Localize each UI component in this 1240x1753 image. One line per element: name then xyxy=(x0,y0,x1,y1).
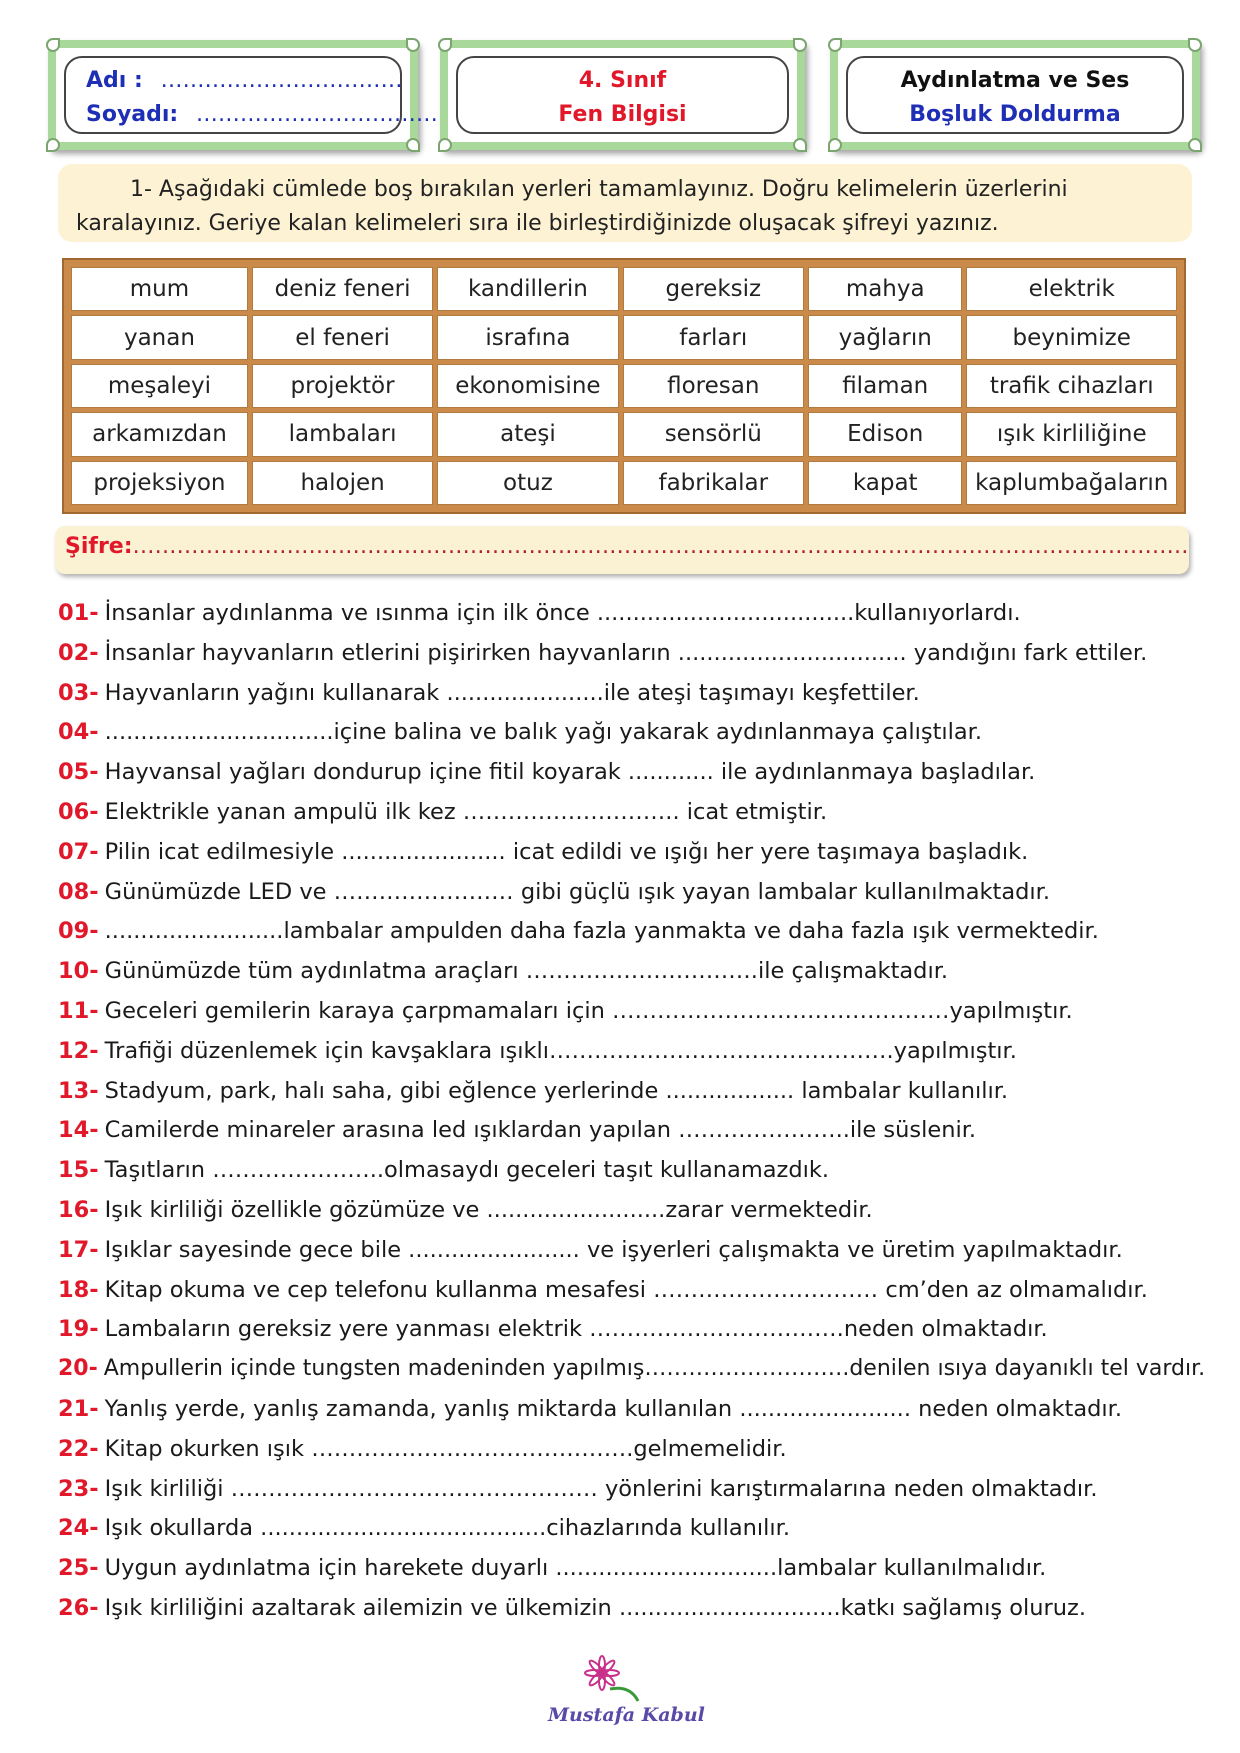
question-item[interactable] xyxy=(58,1277,1148,1303)
word-cell[interactable]: farları xyxy=(623,315,804,359)
word-cell[interactable]: ateşi xyxy=(437,412,618,456)
topic-label: Aydınlatma ve Ses xyxy=(900,68,1130,93)
question-text: Kitap okurken ışık …………………………………….gelmemelidir. xyxy=(104,1435,787,1462)
question-number: 23- xyxy=(58,1475,99,1502)
question-item[interactable] xyxy=(58,759,1035,785)
question-number: 13- xyxy=(58,1077,99,1104)
question-item[interactable] xyxy=(58,640,1147,666)
question-text: Yanlış yerde, yanlış zamanda, yanlış miktarda kullanılan ........................ neden olmaktadır. xyxy=(104,1396,1123,1422)
word-cell[interactable]: gereksiz xyxy=(623,267,804,311)
word-cell[interactable]: Edison xyxy=(808,412,963,456)
word-cell[interactable]: el feneri xyxy=(252,315,433,359)
question-number: 26- xyxy=(58,1595,99,1621)
password-dots: ……………………………………………………………………………………………………………………………… xyxy=(132,534,1189,559)
question-item[interactable] xyxy=(58,839,1028,865)
word-cell[interactable]: mahya xyxy=(808,267,963,311)
author-signature: Mustafa Kabul xyxy=(548,1704,705,1726)
question-number: 18- xyxy=(58,1276,99,1303)
password-label: Şifre: xyxy=(65,534,133,559)
question-number: 10- xyxy=(58,958,99,985)
flower-logo-icon xyxy=(540,1655,705,1735)
question-text: ................................içine balina ve balık yağı yakarak aydınlanmaya çalıştılar. xyxy=(104,719,983,746)
question-number: 25- xyxy=(58,1555,99,1582)
question-text: Camilerde minareler arasına led ışıklardan yapılan …………………..ile süslenir. xyxy=(104,1117,977,1144)
word-table xyxy=(62,258,1186,514)
question-number: 14- xyxy=(58,1117,99,1144)
word-cell[interactable]: ekonomisine xyxy=(437,364,618,408)
surname-dots: …………………………… xyxy=(195,102,438,127)
question-number: 02- xyxy=(58,639,99,666)
question-text: Günümüzde tüm aydınlatma araçları ………………………….ile çalışmaktadır. xyxy=(104,958,949,985)
question-number: 20- xyxy=(58,1356,98,1382)
instruction-text: 1- Aşağıdaki cümlede boş bırakılan yerleri tamamlayınız. Doğru kelimelerin üzerlerini karalayınız. Geriye kalan kelimeleri sıra ile birleştirdiğinizde oluşacak şifreyi yazınız. xyxy=(76,177,1068,236)
question-item[interactable] xyxy=(58,1078,1008,1104)
question-number: 17- xyxy=(58,1236,99,1263)
word-cell[interactable]: yağların xyxy=(808,315,963,359)
question-text: Geceleri gemilerin karaya çarpmamaları için ………………………………………yapılmıştır. xyxy=(104,998,1073,1024)
word-cell[interactable]: kapat xyxy=(808,461,963,505)
word-cell[interactable]: otuz xyxy=(437,461,618,505)
password-bar[interactable] xyxy=(55,526,1189,574)
question-item[interactable] xyxy=(58,1595,1086,1621)
word-cell[interactable]: fabrikalar xyxy=(623,461,804,505)
question-item[interactable] xyxy=(58,719,982,745)
grade-subject-frame xyxy=(440,40,805,150)
word-row xyxy=(71,364,1177,408)
student-info-frame xyxy=(48,40,438,150)
question-item[interactable] xyxy=(58,600,1021,626)
word-cell[interactable]: halojen xyxy=(252,461,433,505)
word-row xyxy=(71,267,1177,311)
question-text: Stadyum, park, halı saha, gibi eğlence yerlerinde .................. lambalar kullanılır. xyxy=(104,1077,1009,1104)
question-number: 12- xyxy=(58,1037,99,1064)
question-number: 08- xyxy=(58,878,99,905)
question-item[interactable] xyxy=(58,1038,1017,1064)
question-number: 19- xyxy=(58,1316,99,1343)
word-cell[interactable]: israfına xyxy=(437,315,618,359)
word-cell[interactable]: deniz feneri xyxy=(252,267,433,311)
word-cell[interactable]: beynimize xyxy=(966,315,1177,359)
question-item[interactable] xyxy=(58,958,948,984)
grade-label: 4. Sınıf xyxy=(578,68,667,93)
question-number: 11- xyxy=(58,998,99,1024)
word-row xyxy=(71,412,1177,456)
question-text: Günümüzde LED ve …………………… gibi güçlü ışık yayan lambalar kullanılmaktadır. xyxy=(104,878,1050,905)
surname-label: Soyadı: xyxy=(86,102,179,127)
question-text: Işıklar sayesinde gece bile ........................ ve işyerleri çalışmakta ve üretim yapılmaktadır. xyxy=(104,1236,1123,1263)
question-text: Hayvanların yağını kullanarak ......................ile ateşi taşımayı keşfettiler. xyxy=(104,679,920,706)
word-cell[interactable]: floresan xyxy=(623,364,804,408)
author-logo xyxy=(540,1655,705,1735)
question-text: Pilin icat edilmesiyle ....................... icat edildi ve ışığı her yere taşımaya başladık. xyxy=(104,838,1029,865)
question-item[interactable] xyxy=(58,680,920,706)
word-cell[interactable]: lambaları xyxy=(252,412,433,456)
question-text: İnsanlar aydınlanma ve ısınma için ilk önce ....................................kullanıyorlardı. xyxy=(104,600,1021,626)
question-number: 03- xyxy=(58,679,99,706)
question-item[interactable] xyxy=(58,998,1073,1024)
question-number: 15- xyxy=(58,1157,99,1184)
question-item[interactable] xyxy=(58,1356,1205,1381)
question-number: 21- xyxy=(58,1396,99,1422)
question-item[interactable] xyxy=(58,879,1050,905)
question-text: Trafiği düzenlemek için kavşaklara ışıklı……………………………………….yapılmıştır. xyxy=(104,1037,1017,1064)
question-number: 05- xyxy=(58,759,99,786)
question-item[interactable] xyxy=(58,1396,1122,1422)
question-item[interactable] xyxy=(58,1436,787,1462)
question-item[interactable] xyxy=(58,1197,873,1223)
word-cell[interactable]: trafik cihazları xyxy=(966,364,1177,408)
question-number: 07- xyxy=(58,838,99,865)
word-cell[interactable]: elektrik xyxy=(966,267,1177,311)
question-number: 04- xyxy=(58,719,99,746)
question-text: Elektrikle yanan ampulü ilk kez ……………………….. icat etmiştir. xyxy=(104,799,828,825)
question-text: İnsanlar hayvanların etlerini pişirirken hayvanların ................................ yandığını fark ettiler. xyxy=(104,639,1148,666)
question-text: Işık kirliliğini azaltarak ailemizin ve ülkemizin ...............................katkı sağlamış oluruz. xyxy=(104,1595,1086,1621)
word-cell[interactable]: yanan xyxy=(71,315,248,359)
question-text: Kitap okuma ve cep telefonu kullanma mesafesi ………………………… cm’den az olmamalıdır. xyxy=(104,1276,1148,1303)
name-label: Adı : xyxy=(86,68,143,93)
word-row xyxy=(71,315,1177,359)
instruction-box xyxy=(58,164,1192,242)
word-cell[interactable]: kandillerin xyxy=(437,267,618,311)
word-cell[interactable]: sensörlü xyxy=(623,412,804,456)
question-item[interactable] xyxy=(58,1157,829,1183)
question-item[interactable] xyxy=(58,1316,1048,1342)
word-cell[interactable]: projektör xyxy=(252,364,433,408)
question-item[interactable] xyxy=(58,799,827,825)
word-cell[interactable]: kaplumbağaların xyxy=(966,461,1177,505)
word-cell[interactable]: arkamızdan xyxy=(71,412,248,456)
question-item[interactable] xyxy=(58,918,1099,944)
question-number: 22- xyxy=(58,1435,99,1462)
question-number: 16- xyxy=(58,1197,99,1223)
question-text: Lambaların gereksiz yere yanması elektrik …………………………….neden olmaktadır. xyxy=(104,1316,1048,1343)
question-text: Hayvansal yağları dondurup içine fitil koyarak ............ ile aydınlanmaya başladılar. xyxy=(104,759,1036,786)
question-number: 09- xyxy=(58,918,99,945)
name-field[interactable] xyxy=(86,68,402,93)
question-text: Işık kirliliği özellikle gözümüze ve .........................zarar vermektedir. xyxy=(104,1197,873,1223)
question-text: .........................lambalar ampulden daha fazla yanmakta ve daha fazla ışık vermektedir. xyxy=(104,918,1099,945)
question-number: 01- xyxy=(58,600,99,626)
question-item[interactable] xyxy=(58,1237,1123,1263)
question-number: 24- xyxy=(58,1515,99,1542)
question-item[interactable] xyxy=(58,1555,1046,1581)
question-text: Işık okullarda ........................................cihazlarında kullanılır. xyxy=(104,1515,791,1542)
question-number: 06- xyxy=(58,799,99,825)
activity-label: Boşluk Doldurma xyxy=(909,102,1121,127)
word-cell[interactable]: mum xyxy=(71,267,248,311)
subject-label: Fen Bilgisi xyxy=(558,102,687,127)
word-row xyxy=(71,461,1177,505)
question-item[interactable] xyxy=(58,1515,790,1541)
question-item[interactable] xyxy=(58,1476,1097,1502)
question-text: Işık kirliliği ………………………………….……… yönlerini karıştırmalarına neden olmaktadır. xyxy=(104,1475,1098,1502)
name-dots: …………………………… xyxy=(160,68,403,93)
word-cell[interactable]: projeksiyon xyxy=(71,461,248,505)
word-cell[interactable]: meşaleyi xyxy=(71,364,248,408)
question-text: Taşıtların …………………..olmasaydı geceleri taşıt kullanamazdık. xyxy=(104,1157,830,1184)
question-item[interactable] xyxy=(58,1117,976,1143)
surname-field[interactable] xyxy=(86,102,438,127)
word-cell[interactable]: filaman xyxy=(808,364,963,408)
word-cell[interactable]: ışık kirliliğine xyxy=(966,412,1177,456)
topic-frame xyxy=(830,40,1200,150)
question-text: Ampullerin içinde tungsten madeninden yapılmış……………………….denilen ısıya dayanıklı tel vardır. xyxy=(103,1356,1206,1382)
question-text: Uygun aydınlatma için harekete duyarlı ...............................lambalar kullanılmalıdır. xyxy=(104,1555,1047,1582)
